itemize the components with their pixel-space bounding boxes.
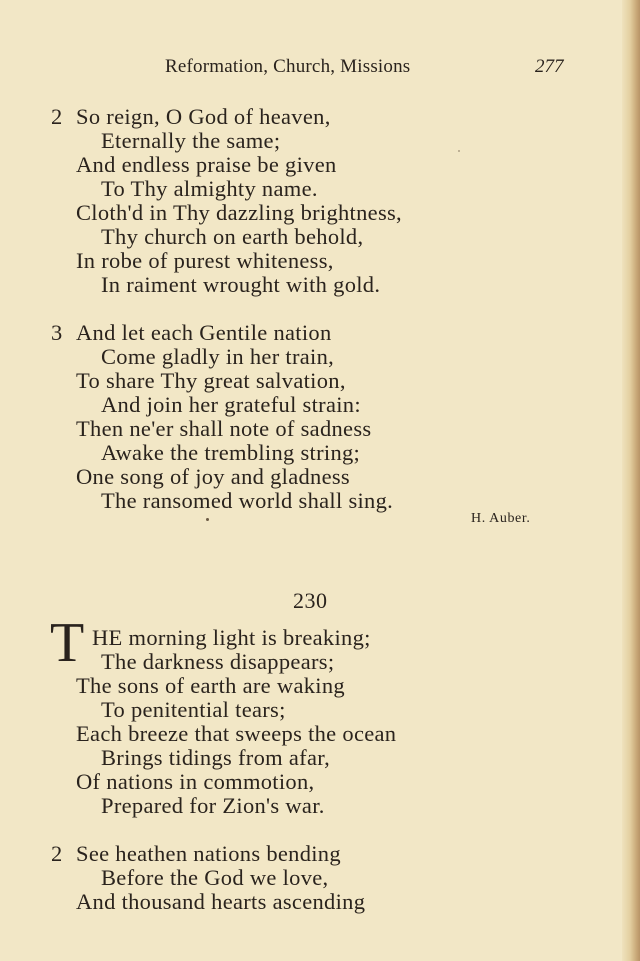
verse-line: And endless praise be given [76,152,337,177]
verse-line: To share Thy great salvation, [76,368,346,393]
verse-line: Come gladly in her train, [101,344,335,369]
verse-line: So reign, O God of heaven, [76,104,331,129]
verse-line: And thousand hearts ascending [76,889,366,914]
verse-line: Eternally the same; [101,128,281,153]
verse-line: In robe of purest whiteness, [76,248,334,273]
verse-line: HE morning light is breaking; [92,625,371,650]
verse-number: 3 [51,320,63,345]
paper-speck [458,150,460,152]
verse-line: Then ne'er shall note of sadness [76,416,372,441]
verse-line: The sons of earth are waking [76,673,345,698]
verse-line: To penitential tears; [101,697,286,722]
verse-line: Of nations in commotion, [76,769,315,794]
verse-line: And let each Gentile nation [76,320,332,345]
verse-line: Before the God we love, [101,865,329,890]
page-edge-shading [622,0,640,961]
running-title: Reformation, Church, Missions [165,56,411,77]
verse-line: Thy church on earth behold, [101,224,364,249]
verse-line: Cloth'd in Thy dazzling brightness, [76,200,402,225]
verse-line: And join her grateful strain: [101,392,361,417]
paper-speck [206,518,209,521]
verse-line: Prepared for Zion's war. [101,793,325,818]
verse-number: 2 [51,841,63,866]
page-header [165,56,575,82]
page-number: 277 [535,56,564,77]
drop-cap: T [50,612,85,674]
verse-line: One song of joy and gladness [76,464,350,489]
verse-line: Brings tidings from afar, [101,745,331,770]
verse-line: To Thy almighty name. [101,176,318,201]
verse-line: The ransomed world shall sing. [101,488,394,513]
verse-line: In raiment wrought with gold. [101,272,381,297]
verse-line: The darkness disappears; [101,649,335,674]
verse-line: See heathen nations bending [76,841,341,866]
verse-line: Awake the trembling string; [101,440,361,465]
hymn-number: 230 [293,588,328,613]
verse-line: Each breeze that sweeps the ocean [76,721,397,746]
verse-number: 2 [51,104,63,129]
hymn-author: H. Auber. [471,511,531,526]
